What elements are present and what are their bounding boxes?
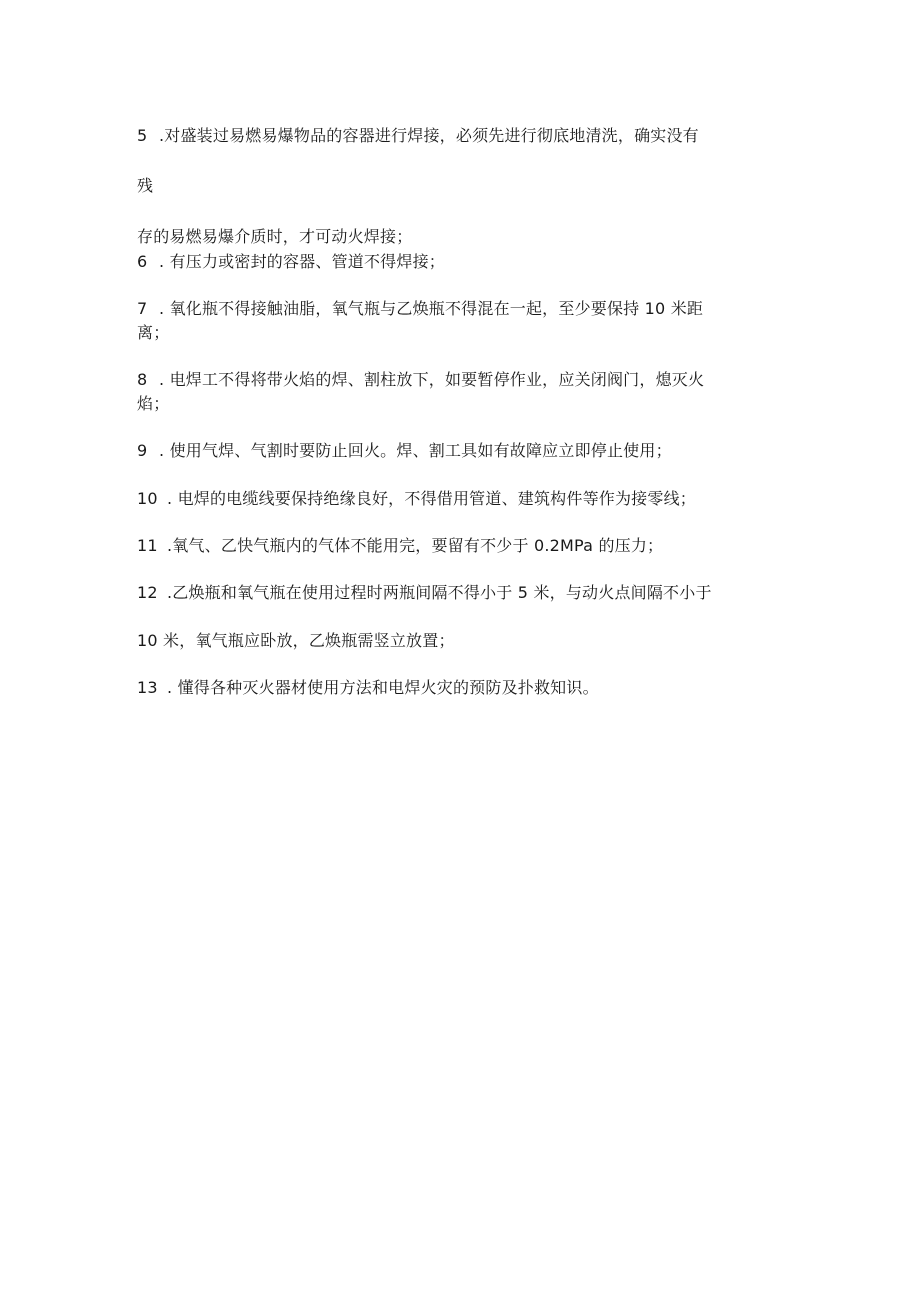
item-text: .乙焕瓶和氧气瓶在使用过程时两瓶间隔不得小于 5 米，与动火点间隔不小于 [167, 583, 712, 602]
item-number: 8 [137, 370, 148, 389]
item-text: . 氧化瓶不得接触油脂，氧气瓶与乙焕瓶不得混在一起，至少要保持 10 米距 [159, 299, 704, 318]
item-number: 9 [137, 441, 148, 460]
item-number: 11 [137, 536, 158, 555]
item-text: . 有压力或密封的容器、管道不得焊接； [159, 252, 445, 271]
list-item-5-line-1 [137, 125, 699, 147]
item-number: 5 [137, 126, 148, 145]
item-number: 12 [137, 583, 158, 602]
list-item-11 [137, 535, 663, 557]
list-item-7-line-2 [137, 322, 169, 344]
list-item-10 [137, 488, 696, 510]
item-text: 离； [137, 323, 170, 342]
item-text: . 懂得各种灭火器材使用方法和电焊火灾的预防及扑救知识。 [167, 678, 599, 697]
list-item-5-line-3 [137, 226, 412, 248]
item-number: 13 [137, 678, 158, 697]
list-item-12-line-2 [137, 630, 455, 652]
item-number: 6 [137, 252, 148, 271]
item-text: 焰； [137, 394, 170, 413]
item-text: 10 米，氧气瓶应卧放，乙焕瓶需竖立放置； [137, 631, 455, 650]
item-text: 存的易燃易爆介质时，才可动火焊接； [137, 227, 413, 246]
item-number: 10 [137, 489, 158, 508]
item-text: . 电焊的电缆线要保持绝缘良好，不得借用管道、建筑构件等作为接零线； [167, 489, 696, 508]
item-text: . 使用气焊、气割时要防止回火。焊、割工具如有故障应立即停止使用； [159, 441, 672, 460]
list-item-7-line-1 [137, 298, 703, 320]
list-item-8-line-1 [137, 369, 704, 391]
list-item-13 [137, 677, 599, 699]
item-text: .氧气、乙快气瓶内的气体不能用完，要留有不少于 0.2MPa 的压力； [167, 536, 664, 555]
item-text: .对盛装过易燃易爆物品的容器进行焊接，必须先进行彻底地清洗，确实没有 [159, 126, 699, 145]
list-item-5-line-2 [137, 175, 153, 197]
item-number: 7 [137, 299, 148, 318]
item-text: . 电焊工不得将带火焰的焊、割柱放下，如要暂停作业，应关闭阀门，熄灭火 [159, 370, 705, 389]
list-item-12-line-1 [137, 582, 712, 604]
list-item-9 [137, 440, 672, 462]
item-text: 残 [137, 176, 154, 195]
list-item-6 [137, 251, 445, 273]
list-item-8-line-2 [137, 393, 169, 415]
